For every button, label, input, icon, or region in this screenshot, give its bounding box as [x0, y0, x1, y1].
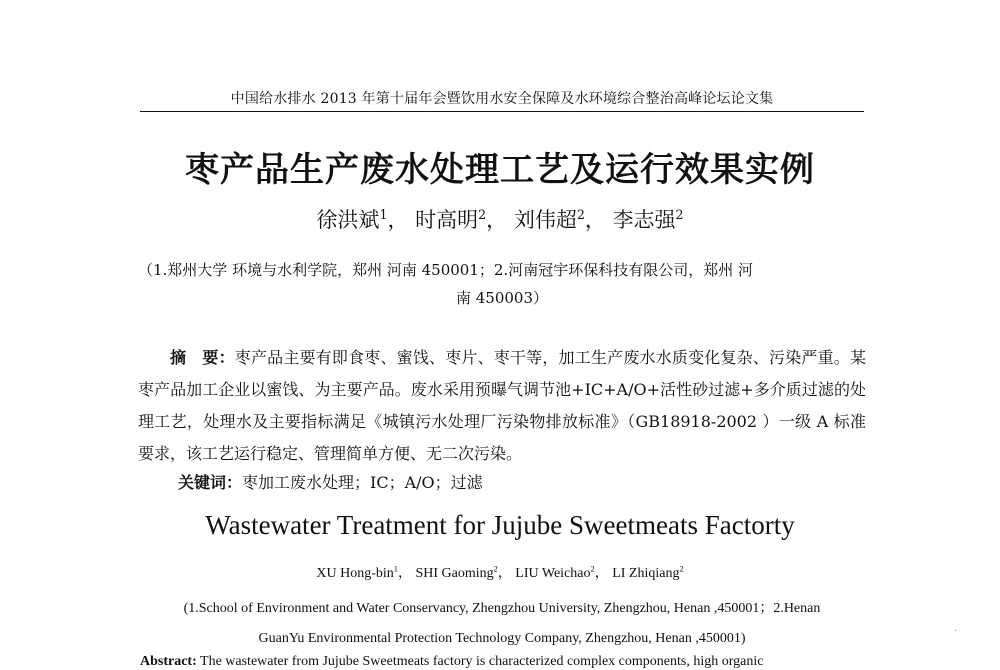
proceedings-header: 中国给水排水 2013 年第十届年会暨饮用水安全保障及水环境综合整治高峰论坛论文集	[230, 91, 774, 107]
chinese-affiliation-line2: 南 450003）	[455, 289, 549, 307]
abstract-label: 摘 要：	[170, 348, 235, 367]
author-2: 时高明$^2$，	[415, 207, 508, 232]
scan-mark: ·	[954, 626, 958, 637]
english-affiliation-line2: GuanYu Environmental Protection Technology Company, Zhengzhou, Henan ,450001)	[258, 631, 746, 646]
english-abstract-text: The wastewater from Jujube Sweetmeats factory is characterized complex components, high organic	[200, 654, 764, 669]
english-abstract	[140, 654, 864, 670]
keywords-text: 枣加工废水处理；IC；A/O；过滤	[242, 473, 483, 492]
english-affiliation	[140, 594, 864, 654]
chinese-title: 枣产品生产废水处理工艺及运行效果实例	[185, 150, 815, 190]
author-3: 刘伟超$^2$，	[513, 207, 606, 232]
author-1: 徐洪斌$^1$，	[316, 207, 409, 232]
chinese-keywords	[178, 470, 868, 493]
keywords-label: 关键词：	[178, 473, 243, 492]
chinese-affiliation	[138, 256, 866, 312]
chinese-affiliation-line1: （1.郑州大学 环境与水利学院，郑州 河南 450001；2.河南冠宇环保科技有限公司，郑州 河	[138, 261, 753, 279]
en-author-2: SHI Gaoming$^2$，	[415, 564, 512, 581]
en-author-3: LIU Weichao$^2$，	[515, 564, 609, 581]
header-rule	[140, 111, 864, 112]
english-abstract-label: Abstract:	[140, 654, 197, 669]
english-affiliation-line1: (1.School of Environment and Water Conservancy, Zhengzhou University, Zhengzhou, Henan ,450001；2.Henan	[183, 601, 821, 616]
author-4: 李志强$^2$	[612, 207, 684, 232]
english-authors	[0, 562, 1000, 582]
en-author-1: XU Hong-bin$^1$，	[316, 564, 412, 581]
abstract-text: 枣产品主要有即食枣、蜜饯、枣片、枣干等，加工生产废水水质变化复杂、污染严重。某枣产品加工企业以蜜饯、为主要产品。废水采用预曝气调节池+IC+A/O+活性砂过滤+多介质过滤的处理工艺，处理水及主要指标满足《城镇污水处理厂污染物排放标准》（GB18918-2002 ）一级 A 标准要求，该工艺运行稳定、管理简单方便、无二次污染。	[138, 348, 866, 463]
english-title: Wastewater Treatment for Jujube Sweetmeats Factorty	[205, 510, 795, 540]
chinese-authors	[0, 204, 1000, 234]
en-author-4: LI Zhiqiang$^2$	[612, 564, 684, 581]
chinese-abstract	[138, 342, 866, 470]
